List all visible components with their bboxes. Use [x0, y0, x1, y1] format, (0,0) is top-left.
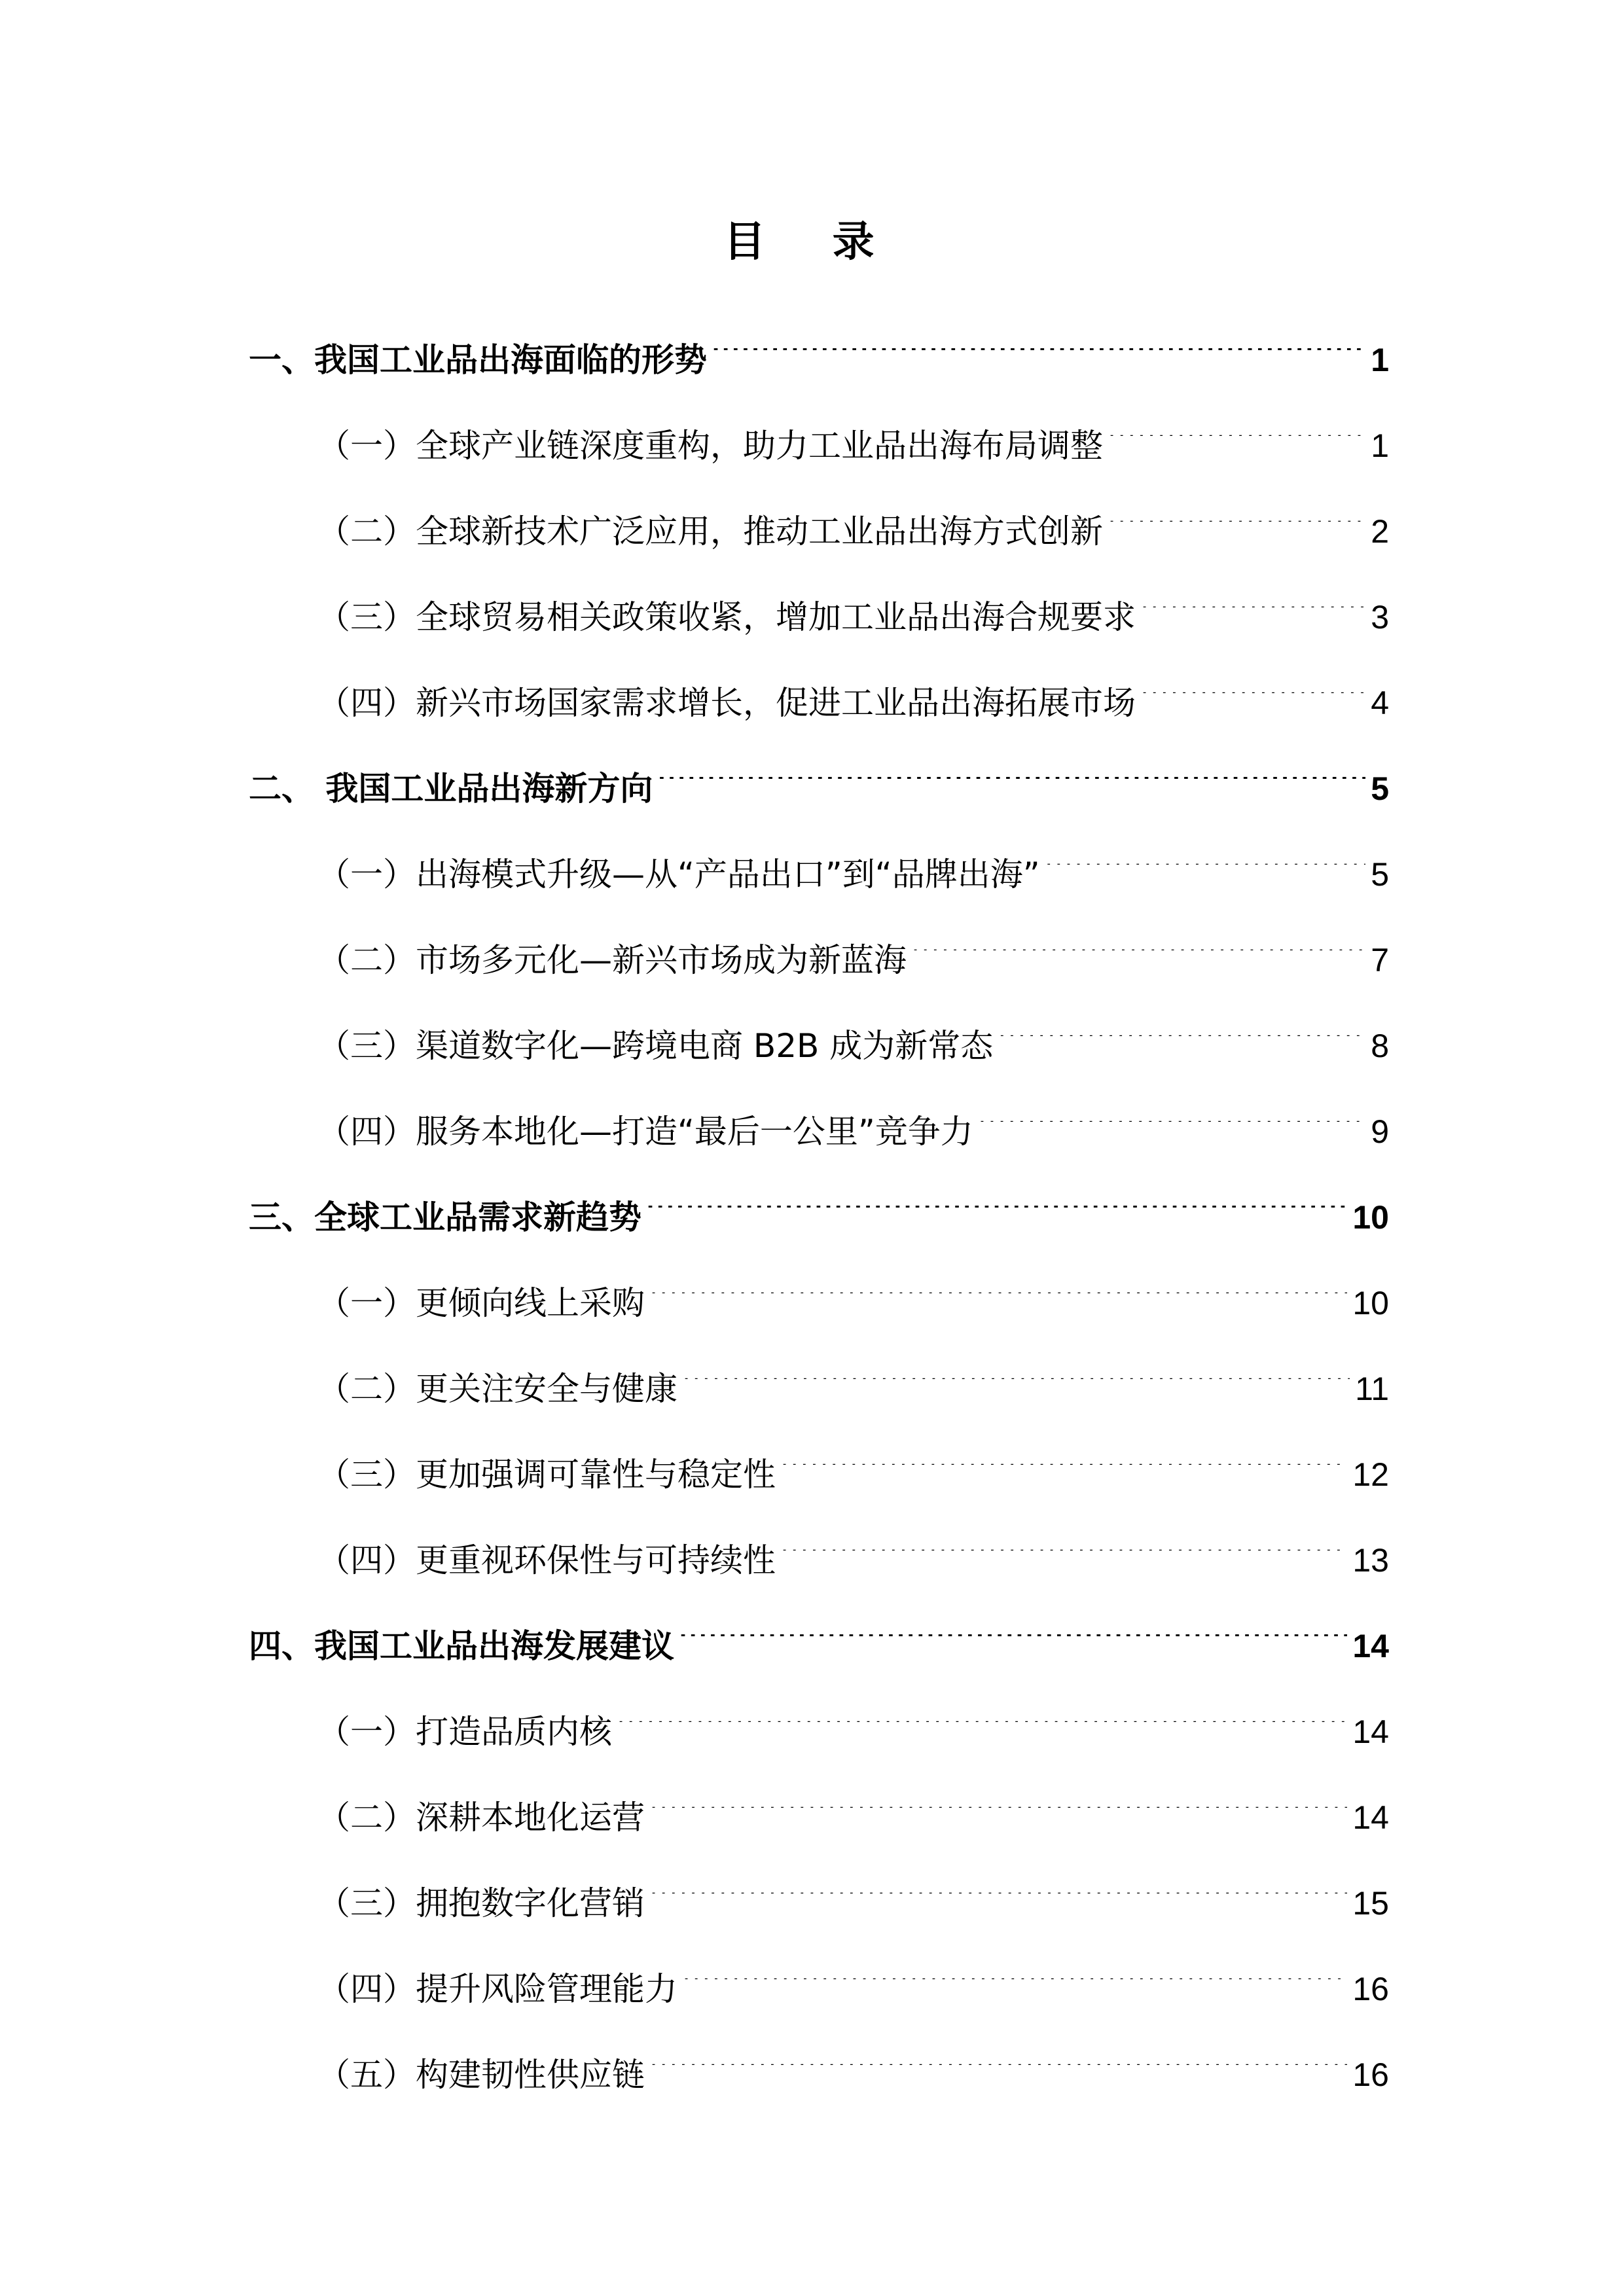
toc-page-number: 2	[1371, 513, 1389, 550]
toc-section	[249, 1143, 1389, 1579]
toc-page-number: 16	[1352, 1971, 1389, 2007]
table-of-contents	[249, 285, 1389, 2094]
toc-entry-label: （四）新兴市场国家需求增长，促进工业品出海拓展市场	[317, 684, 1136, 722]
toc-entry-label: （三）更加强调可靠性与稳定性	[317, 1456, 776, 1494]
toc-page-number: 16	[1352, 2056, 1389, 2093]
toc-page-number: 9	[1371, 1113, 1389, 1150]
toc-page-number: 10	[1352, 1285, 1389, 1321]
toc-section	[249, 285, 1389, 722]
toc-page-number: 12	[1352, 1456, 1389, 1493]
dot-leader	[647, 1143, 1347, 1229]
toc-entry-label: （三）全球贸易相关政策收紧，增加工业品出海合规要求	[317, 598, 1136, 636]
toc-page-number: 1	[1371, 342, 1389, 378]
toc-section	[249, 714, 1389, 1151]
dot-leader	[658, 714, 1365, 800]
toc-entry-label: （四）提升风险管理能力	[317, 1970, 677, 2008]
toc-entry-label: （一）打造品质内核	[317, 1713, 612, 1751]
toc-page-number: 11	[1355, 1371, 1389, 1407]
dot-leader	[650, 2000, 1347, 2086]
toc-page-number: 10	[1352, 1199, 1389, 1236]
dot-leader	[683, 1914, 1347, 2000]
toc-heading-entry[interactable]	[249, 285, 1389, 379]
toc-entry-label: （二）全球新技术广泛应用，推动工业品出海方式创新	[317, 512, 1103, 550]
toc-entry-label: 三、全球工业品需求新趋势	[249, 1198, 641, 1236]
toc-entry-label: 二、 我国工业品出海新方向	[249, 770, 653, 808]
toc-entry-label: （三）拥抱数字化营销	[317, 1884, 645, 1922]
dot-leader	[650, 1229, 1347, 1314]
toc-entry-label: （二）更关注安全与健康	[317, 1370, 677, 1408]
dot-leader	[683, 1314, 1350, 1400]
dot-leader	[650, 1829, 1347, 1914]
toc-entry-label: 四、我国工业品出海发展建议	[249, 1627, 674, 1665]
toc-page-number: 14	[1352, 1628, 1389, 1664]
dot-leader	[912, 886, 1365, 971]
dot-leader	[979, 1057, 1365, 1143]
toc-entry-label: （三）渠道数字化—跨境电商 B2B 成为新常态	[317, 1027, 994, 1065]
dot-leader	[1045, 800, 1366, 886]
toc-page-number: 13	[1352, 1542, 1389, 1579]
dot-leader	[617, 1657, 1347, 1743]
toc-page-number: 5	[1371, 856, 1389, 893]
toc-page-number: 1	[1371, 427, 1389, 464]
dot-leader	[781, 1486, 1347, 1571]
dot-leader	[650, 1743, 1347, 1829]
toc-page-number: 14	[1352, 1799, 1389, 1836]
dot-leader	[712, 285, 1365, 371]
toc-page-number: 5	[1371, 770, 1389, 807]
dot-leader	[998, 971, 1365, 1057]
toc-page-number: 7	[1371, 942, 1389, 978]
dot-leader	[679, 1571, 1347, 1657]
toc-entry-label: （五）构建韧性供应链	[317, 2056, 645, 2094]
toc-entry-label: （四）服务本地化—打造“最后一公里”竞争力	[317, 1113, 973, 1151]
toc-entry-label: （一）全球产业链深度重构，助力工业品出海布局调整	[317, 427, 1103, 465]
dot-leader	[1141, 543, 1365, 628]
toc-page-number: 4	[1371, 685, 1389, 721]
toc-page-number: 14	[1352, 1713, 1389, 1750]
toc-entry-label: （二）市场多元化—新兴市场成为新蓝海	[317, 941, 907, 979]
toc-page-number: 8	[1371, 1028, 1389, 1064]
dot-leader	[1108, 371, 1365, 457]
toc-entry-label: （一）出海模式升级—从“产品出口”到“品牌出海”	[317, 855, 1040, 893]
toc-page-number: 15	[1352, 1885, 1389, 1922]
toc-entry-label: （四）更重视环保性与可持续性	[317, 1541, 776, 1579]
page-title: 目 录	[723, 218, 901, 266]
toc-entry-label: （二）深耕本地化运营	[317, 1799, 645, 1837]
toc-entry-label: 一、我国工业品出海面临的形势	[249, 341, 707, 379]
dot-leader	[781, 1400, 1347, 1486]
dot-leader	[1141, 628, 1365, 714]
dot-leader	[1108, 457, 1365, 543]
toc-entry-label: （一）更倾向线上采购	[317, 1284, 645, 1322]
toc-section	[249, 1571, 1389, 2094]
toc-page-number: 3	[1371, 599, 1389, 636]
